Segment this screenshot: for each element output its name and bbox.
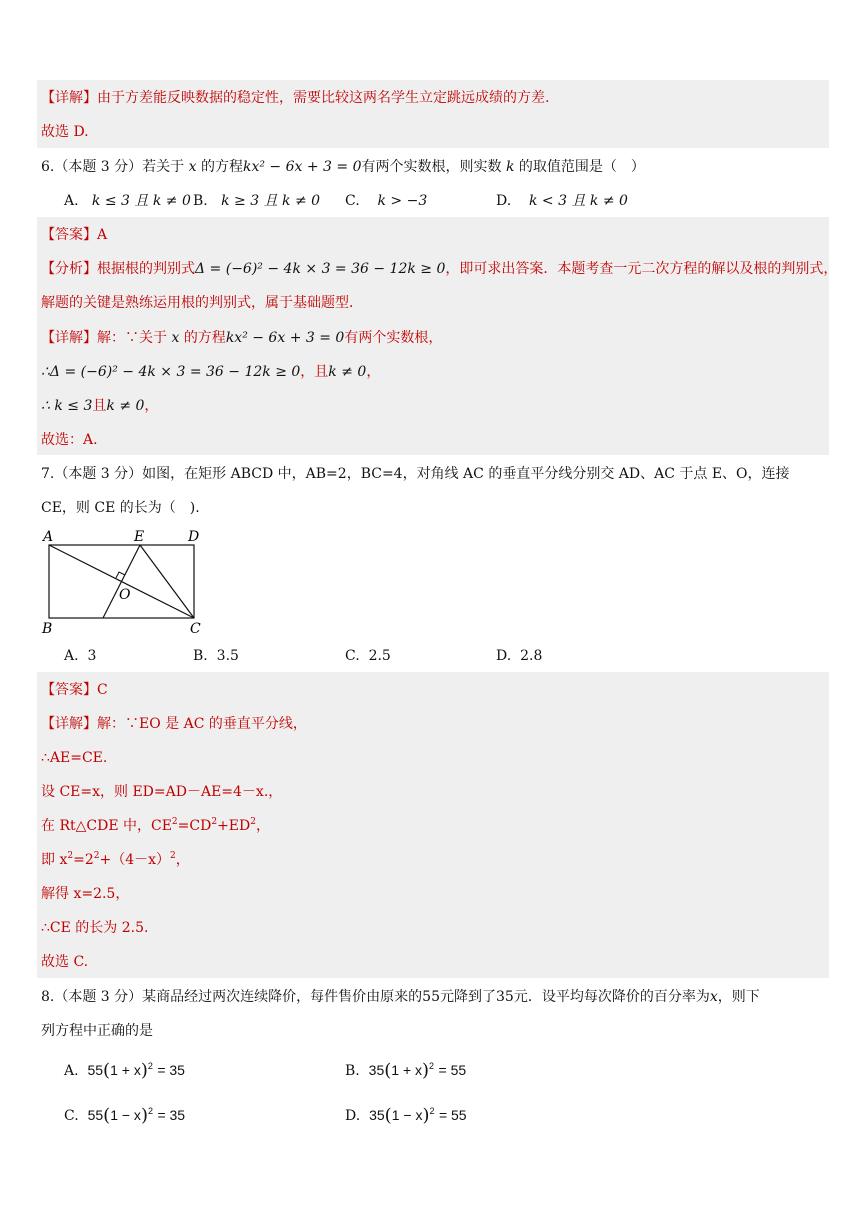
q7-option-c[interactable]: C. 2.5: [345, 648, 391, 664]
q7-answer: 【答案】C: [41, 682, 108, 698]
q7-detail-1: 【详解】解：∵EO 是 AC 的垂直平分线，: [41, 716, 307, 732]
q6-option-b[interactable]: B. k ≥ 3 且 k ≠ 0: [193, 193, 321, 209]
q7-option-b[interactable]: B. 3.5: [193, 648, 239, 664]
q7-detail-2: ∴AE=CE.: [41, 750, 108, 766]
q6-detail-2: ∴Δ = (−6)² − 4k × 3 = 36 − 12k ≥ 0，且k ≠ 0，: [41, 364, 381, 380]
q7-label-a: A: [43, 529, 54, 545]
q7-label-c: C: [190, 621, 201, 637]
q7-label-o: O: [119, 587, 131, 603]
q8-stem-1: 8.（本题 3 分）某商品经过两次连续降价，每件售价由原来的55元降到了35元．设平均每次降价的百分率为x，则下: [41, 989, 760, 1005]
q8-option-b[interactable]: B. $35(1 + x)^2 = 55$: [345, 1060, 467, 1081]
q8-option-a[interactable]: A. $55(1 + x)^2 = 35$: [64, 1060, 185, 1081]
q7-label-e: E: [134, 529, 145, 545]
q5-detail: 【详解】由于方差能反映数据的稳定性，需要比较这两名学生立定跳远成绩的方差.: [41, 90, 550, 106]
q6-stem: 6.（本题 3 分）若关于 x 的方程kx² − 6x + 3 = 0有两个实数根，则实数 k 的取值范围是（ ）: [41, 159, 645, 175]
q7-detail-6: 解得 x=2.5，: [41, 886, 130, 902]
q7-option-d[interactable]: D. 2.8: [496, 648, 543, 664]
q7-stem-2: CE，则 CE 的长为（ ).: [41, 500, 200, 516]
q7-detail-7: ∴CE 的长为 2.5.: [41, 920, 149, 936]
q6-option-a[interactable]: A. k ≤ 3 且 k ≠ 0: [64, 193, 191, 209]
q8-option-d[interactable]: D. $35(1 - x)^2 = 55$: [345, 1105, 467, 1126]
q7-label-d: D: [188, 529, 200, 545]
q6-detail-3: ∴ k ≤ 3且k ≠ 0，: [41, 398, 159, 414]
q7-detail-4: 在 Rt△CDE 中，$CE^2=CD^2+ED^2$，: [41, 817, 270, 834]
q6-analysis-2: 解题的关键是熟练运用根的判别式，属于基础题型．: [41, 295, 363, 311]
q7-rectangle-figure: [40, 527, 220, 639]
q6-detail-1: 【详解】解：∵关于 x 的方程kx² − 6x + 3 = 0有两个实数根，: [41, 330, 443, 346]
q6-option-c[interactable]: C. k > −3: [345, 193, 428, 209]
q7-detail-5: 即 $x^2=2^2+(4-x)^2$，: [41, 851, 190, 868]
q6-answer: 【答案】A: [41, 227, 108, 243]
q7-detail-3: 设 CE=x，则 ED=AD－AE=4－x.，: [41, 784, 283, 800]
q7-label-b: B: [42, 621, 53, 637]
q7-option-a[interactable]: A. 3: [64, 648, 97, 664]
q7-choose: 故选 C.: [41, 954, 89, 970]
q5-choose: 故选 D.: [41, 124, 89, 140]
q6-analysis-1: 【分析】根据根的判别式Δ = (−6)² − 4k × 3 = 36 − 12k ≥ 0，即可求出答案．本题考查一元二次方程的解以及根的判别式，: [41, 261, 838, 277]
q8-stem-2: 列方程中正确的是: [41, 1023, 153, 1039]
q7-stem-1: 7.（本题 3 分）如图，在矩形 ABCD 中，AB=2，BC=4，对角线 AC 的垂直平分线分别交 AD、AC 于点 E、O，连接: [41, 466, 790, 482]
q8-option-c[interactable]: C. $55(1 - x)^2 = 35$: [64, 1105, 186, 1126]
q6-choose: 故选：A.: [41, 432, 98, 448]
q6-option-d[interactable]: D. k < 3 且 k ≠ 0: [496, 193, 628, 209]
